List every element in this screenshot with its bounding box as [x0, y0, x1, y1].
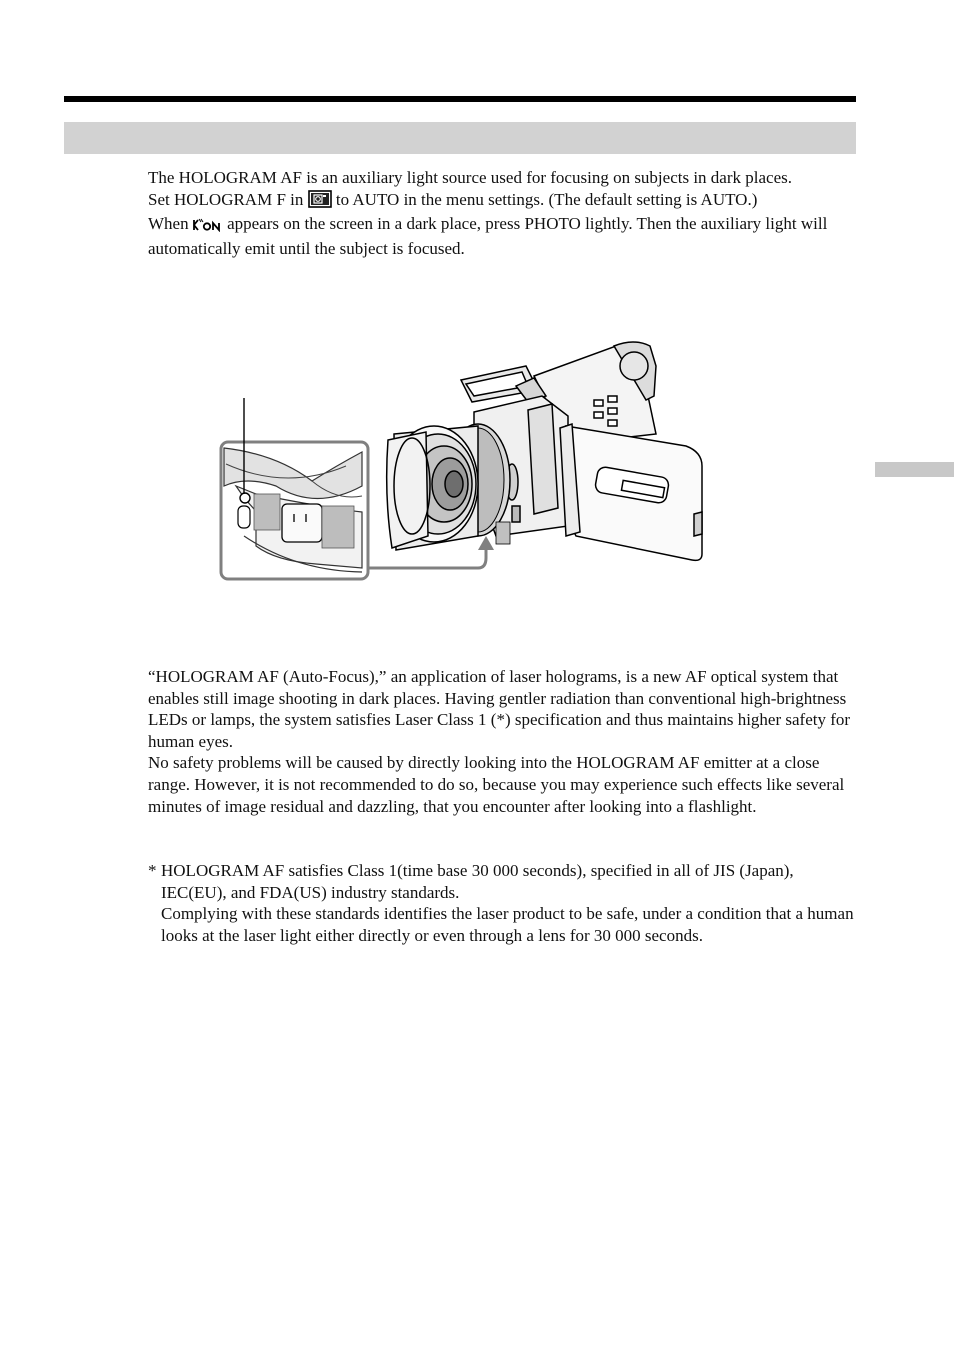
intro-line-2: Set HOLOGRAM F in to AUTO in the menu settings. (The default setting is AUTO.)	[148, 189, 860, 214]
hologram-af-on-icon	[193, 216, 223, 238]
footnote-row	[148, 860, 860, 946]
hologram-af-about	[148, 666, 860, 817]
camera-menu-icon	[308, 190, 332, 214]
camcorder-lens	[387, 424, 510, 550]
intro-line-3: When appears on the screen in a dark place, press PHOTO lightly. Then the auxiliary light will automatically emit until the subject is focused.	[148, 214, 828, 258]
emitter-closeup-inset	[221, 442, 368, 579]
section-heading-bar	[64, 122, 856, 154]
top-rule	[64, 96, 856, 102]
footnote	[148, 860, 860, 946]
side-index-tab	[875, 462, 954, 477]
camcorder-illustration	[216, 336, 706, 584]
intro-line-1: The HOLOGRAM AF is an auxiliary light source used for focusing on subjects in dark places.	[148, 168, 792, 187]
intro-text	[148, 167, 860, 259]
about-paragraph-2: No safety problems will be caused by directly looking into the HOLOGRAM AF emitter at a close range. However, it is not recommended to do so, because you may experience such effects like several minutes of image residual and dazzling, that you encounter after looking into a flashlight.	[148, 753, 845, 816]
footnote-mark: *	[148, 861, 157, 880]
footnote-paragraph-2: Complying with these standards identifies the laser product to be safe, under a condition that a human looks at the laser light either directly or even through a lens for 30 000 seconds.	[161, 904, 854, 945]
about-paragraph-1: “HOLOGRAM AF (Auto-Focus),” an application of laser holograms, is a new AF optical system that enables still image shooting in dark places. Having gentler radiation than conventional high-brightness LEDs or lamps, the system satisfies Laser Class 1 (*) specification and thus maintains higher safety for human eyes.	[148, 667, 851, 751]
footnote-paragraph-1: HOLOGRAM AF satisfies Class 1(time base 30 000 seconds), specified in all of JIS (Japan), IEC(EU), and FDA(US) industry standards.	[161, 861, 794, 902]
